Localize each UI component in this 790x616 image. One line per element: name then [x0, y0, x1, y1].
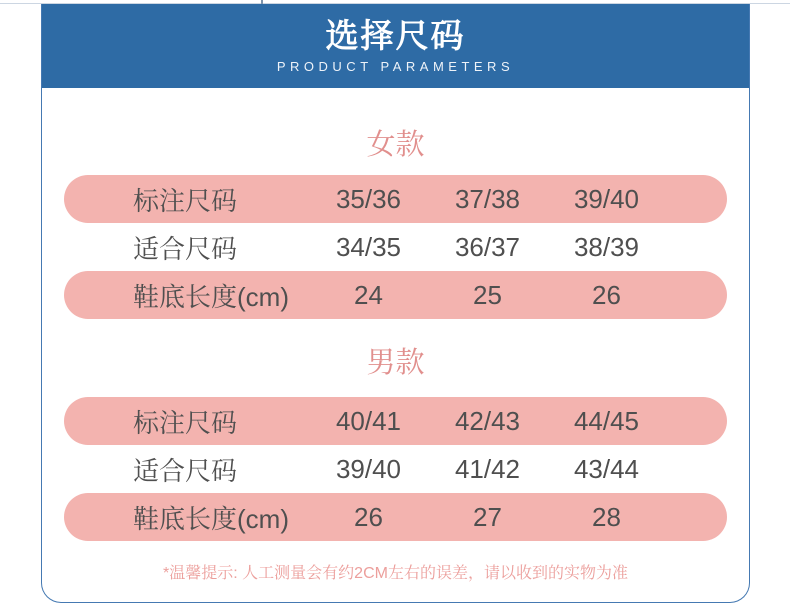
row-value: 40/41 — [335, 405, 402, 436]
row-label: 鞋底长度(cm) — [133, 503, 289, 534]
row-value: 35/36 — [335, 183, 402, 214]
row-value: 42/43 — [454, 405, 521, 436]
row-value: 39/40 — [573, 183, 640, 214]
row-label: 适合尺码 — [133, 233, 238, 264]
row-value: 28 — [592, 501, 621, 532]
section-heading-women: 女款 — [366, 129, 425, 161]
row-value: 39/40 — [335, 453, 402, 484]
row-label: 标注尺码 — [133, 407, 238, 438]
row-value: 36/37 — [454, 231, 521, 262]
size-chart-card — [41, 4, 750, 603]
row-value: 41/42 — [454, 453, 521, 484]
size-table-men — [42, 397, 749, 541]
row-value: 43/44 — [573, 453, 640, 484]
row-value: 37/38 — [454, 183, 521, 214]
measurement-disclaimer: *温馨提示: 人工测量会有约2CM左右的误差，请以收到的实物为准 — [163, 565, 628, 582]
table-row — [64, 175, 727, 223]
table-row — [64, 223, 727, 271]
row-value: 27 — [473, 501, 502, 532]
row-value: 25 — [473, 279, 502, 310]
row-value: 26 — [592, 279, 621, 310]
row-value: 44/45 — [573, 405, 640, 436]
row-value: 38/39 — [573, 231, 640, 262]
table-row — [64, 445, 727, 493]
row-value: 24 — [354, 279, 383, 310]
size-table-women — [42, 175, 749, 319]
table-row — [64, 397, 727, 445]
row-value: 34/35 — [335, 231, 402, 262]
row-value: 26 — [354, 501, 383, 532]
row-label: 标注尺码 — [133, 185, 238, 216]
table-row — [64, 493, 727, 541]
page-subtitle: PRODUCT PARAMETERS — [276, 59, 515, 74]
row-label: 适合尺码 — [133, 455, 238, 486]
table-row — [64, 271, 727, 319]
page-title: 选择尺码 — [325, 17, 466, 54]
header-band — [42, 4, 749, 88]
row-label: 鞋底长度(cm) — [133, 281, 289, 312]
section-heading-men: 男款 — [366, 347, 425, 379]
